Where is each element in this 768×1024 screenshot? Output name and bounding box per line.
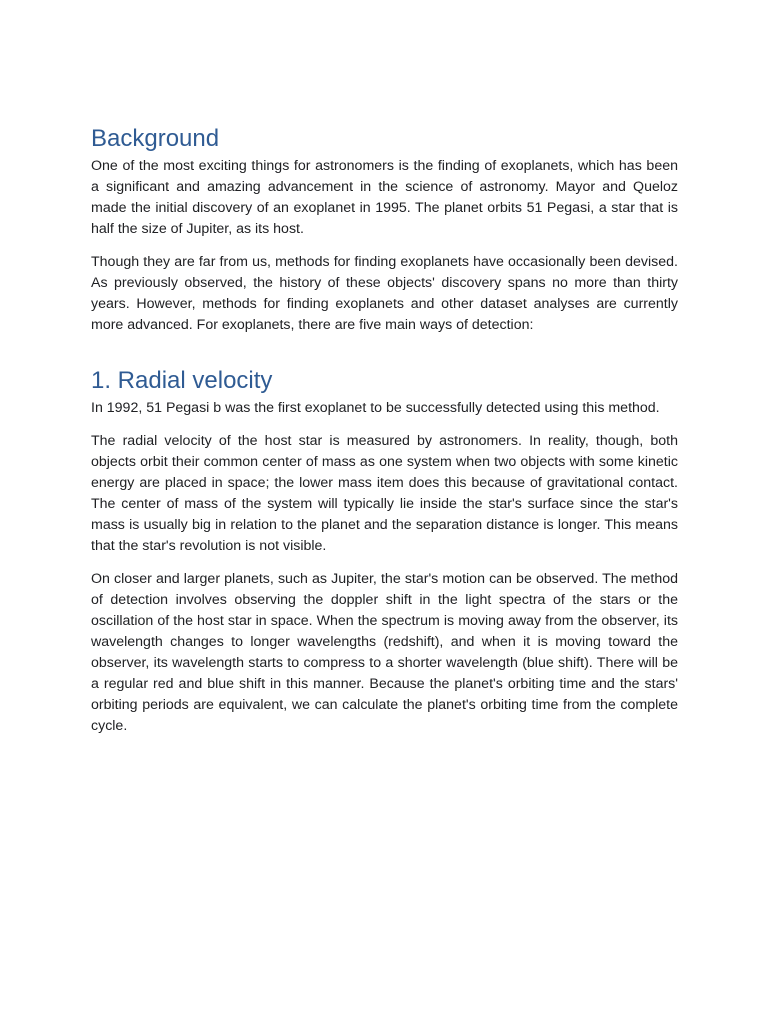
radial-velocity-paragraph-1: In 1992, 51 Pegasi b was the first exoplanet to be successfully detected using this method. bbox=[91, 400, 660, 416]
document-page bbox=[91, 124, 678, 749]
radial-velocity-heading: 1. Radial velocity bbox=[91, 367, 273, 394]
radial-velocity-paragraph-3: On closer and larger planets, such as Jupiter, the star's motion can be observed. The method of detection involves observing the doppler shift in the light spectra of the stars or the oscillation of the host star in space. When the spectrum is moving away from the observer, its wavelength changes to longer wavelengths (redshift), and when it is moving toward the observer, its wavelength starts to compress to a shorter wavelength (blue shift). There will be a regular red and blue shift in this manner. Because the planet's orbiting time and the stars' orbiting periods are equivalent, we can calculate the planet's orbiting time from the complete cycle. bbox=[91, 571, 678, 734]
background-section bbox=[91, 124, 678, 336]
radial-velocity-paragraph-2: The radial velocity of the host star is measured by astronomers. In reality, though, both objects orbit their common center of mass as one system when two objects with some kinetic energy are placed in space; the lower mass item does this because of gravitational contact. The center of mass of the system will typically lie inside the star's surface since the star's mass is usually big in relation to the planet and the separation distance is longer. This means that the star's revolution is not visible. bbox=[91, 433, 678, 554]
radial-velocity-section bbox=[91, 366, 678, 737]
background-paragraph-1: One of the most exciting things for astronomers is the finding of exoplanets, which has been a significant and amazing advancement in the science of astronomy. Mayor and Queloz made the initial discovery of an exoplanet in 1995. The planet orbits 51 Pegasi, a star that is half the size of Jupiter, as its host. bbox=[91, 158, 678, 237]
background-paragraph-2: Though they are far from us, methods for finding exoplanets have occasionally been devised. As previously observed, the history of these objects' discovery spans no more than thirty years. However, methods for finding exoplanets and other dataset analyses are currently more advanced. For exoplanets, there are five main ways of detection: bbox=[91, 254, 678, 333]
background-heading: Background bbox=[91, 125, 220, 152]
